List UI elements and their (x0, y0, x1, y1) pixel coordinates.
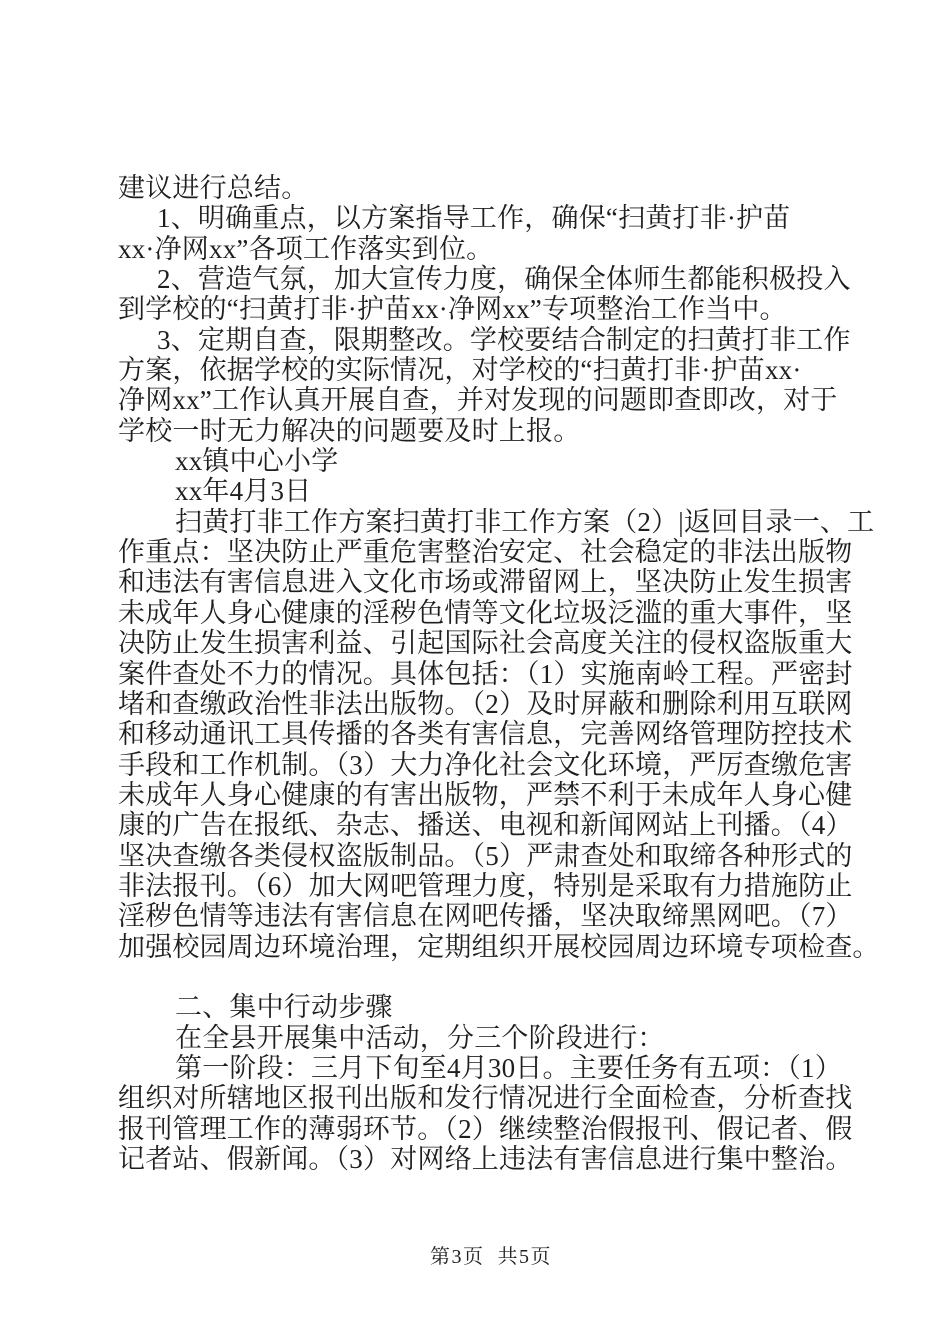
text-line: 作重点：坚决防止严重危害整治安定、社会稳定的非法出版物 (118, 537, 853, 568)
text-line: 第一阶段：三月下旬至4月30日。主要任务有五项：（1） (175, 1052, 842, 1083)
text-line: 记者站、假新闻。（3）对网络上违法有害信息进行集中整治。 (118, 1144, 853, 1174)
text-line: 未成年人身心健康的淫秽色情等文化垃圾泛滥的重大事件，坚 (118, 597, 853, 628)
text-line: 1、明确重点，以方案指导工作，确保“扫黄打非·护苗 (157, 203, 791, 234)
document-body (118, 173, 880, 1174)
page-footer (118, 1240, 864, 1269)
text-line: 报刊管理工作的薄弱环节。（2）继续整治假报刊、假记者、假 (118, 1113, 853, 1144)
text-line (118, 962, 864, 992)
text-line: 扫黄打非工作方案扫黄打非工作方案（2）|返回目录一、工 (175, 506, 875, 537)
text-line: 到学校的“扫黄打非·护苗xx·净网xx”专项整治工作当中。 (118, 294, 787, 325)
text-line: 康的广告在报纸、杂志、播送、电视和新闻网站上刊播。（4） (118, 810, 853, 841)
text-line: 2、营造气氛，加大宣传力度，确保全体师生都能积极投入 (157, 264, 851, 295)
text-line: 非法报刊。（6）加大网吧管理力度，特别是采取有力措施防止 (118, 870, 853, 901)
text-line: 3、定期自查，限期整改。学校要结合制定的扫黄打非工作 (157, 324, 851, 355)
text-line: 堵和查缴政治性非法出版物。（2）及时屏蔽和删除利用互联网 (118, 688, 853, 719)
footer-total-pages: 共5页 (497, 1246, 552, 1268)
text-line: 决防止发生损害利益、引起国际社会高度关注的侵权盗版重大 (118, 628, 853, 659)
text-line: 方案，依据学校的实际情况，对学校的“扫黄打非·护苗xx· (118, 355, 802, 386)
text-line: xx年4月3日 (175, 476, 312, 507)
text-line: 手段和工作机制。（3）大力净化社会文化环境，严厉查缴危害 (118, 749, 853, 780)
text-line: xx·净网xx”各项工作落实到位。 (118, 233, 494, 264)
text-line: 未成年人身心健康的有害出版物，严禁不利于未成年人身心健 (118, 779, 853, 810)
text-line: 坚决查缴各类侵权盗版制品。（5）严肃查处和取缔各种形式的 (118, 840, 853, 871)
text-line: 净网xx”工作认真开展自查，并对发现的问题即查即改，对于 (118, 385, 838, 416)
text-line: 淫秽色情等违法有害信息在网吧传播，坚决取缔黑网吧。（7） (118, 901, 853, 932)
text-line: 学校一时无力解决的问题要及时上报。 (118, 415, 581, 446)
text-line: 和移动通讯工具传播的各类有害信息，完善网络管理防控技术 (118, 719, 853, 750)
text-line: 组织对所辖地区报刊出版和发行情况进行全面检查，分析查找 (118, 1083, 853, 1114)
text-line: 建议进行总结。 (118, 173, 309, 203)
text-line: 二、集中行动步骤 (175, 992, 393, 1023)
text-line: 案件查处不力的情况。具体包括：（1）实施南岭工程。严密封 (118, 658, 853, 689)
text-line: 加强校园周边环境治理，定期组织开展校园周边环境专项检查。 (118, 931, 880, 962)
text-line: xx镇中心小学 (175, 446, 339, 477)
text-line: 在全县开展集中活动，分三个阶段进行： (175, 1022, 665, 1053)
footer-page-number: 第3页 (430, 1246, 485, 1268)
text-line: 和违法有害信息进入文化市场或滞留网上，坚决防止发生损害 (118, 567, 853, 598)
